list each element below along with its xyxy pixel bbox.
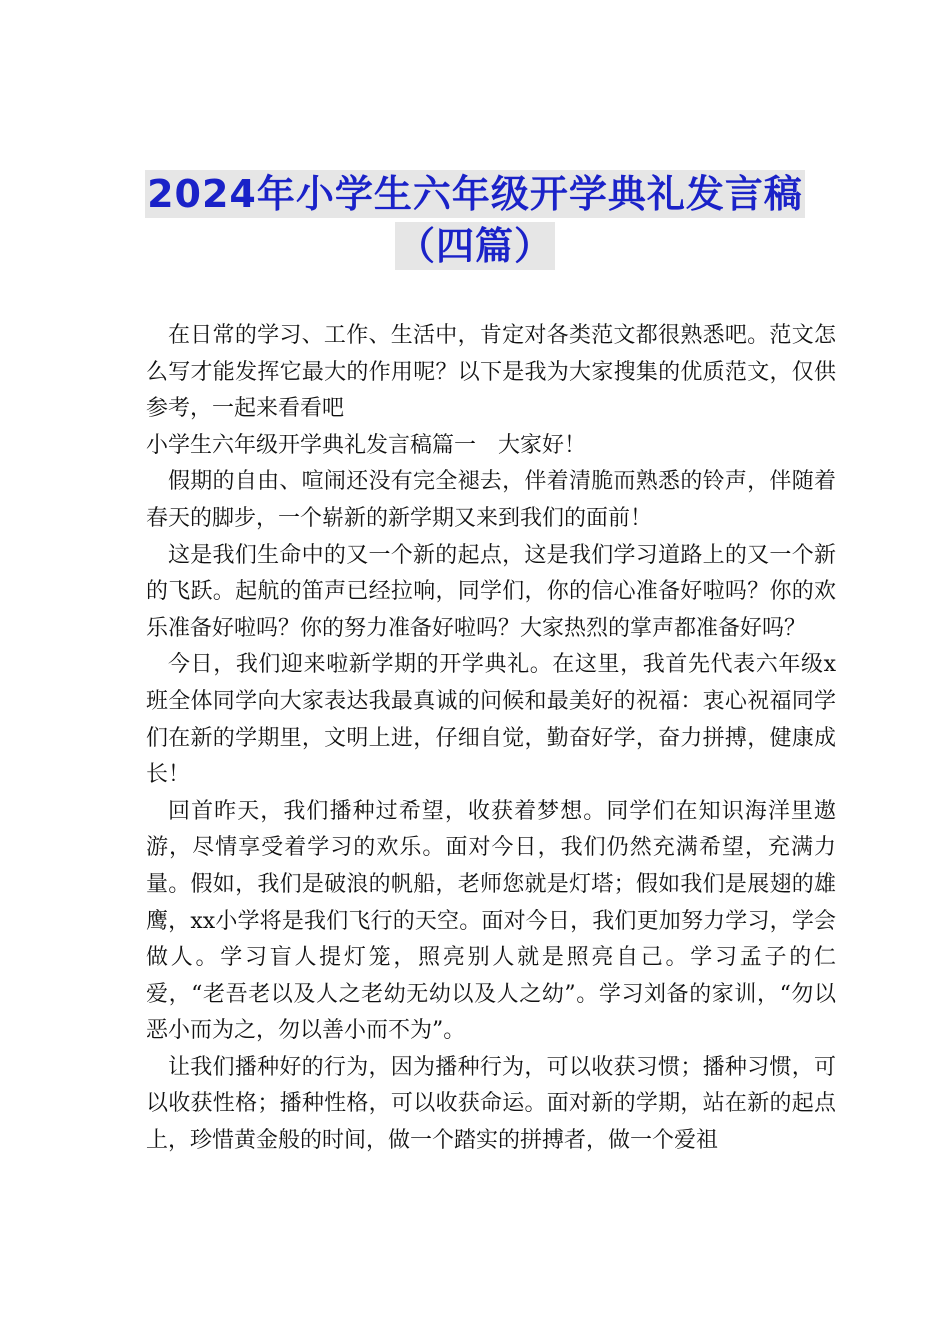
document-body	[146, 318, 836, 1160]
paragraph: 这是我们生命中的又一个新的起点，这是我们学习道路上的又一个新的飞跃。起航的笛声已经拉响，同学们，你的信心准备好啦吗？你的欢乐准备好啦吗？你的努力准备好啦吗？大家热烈的掌声都准备好吗？	[146, 542, 836, 641]
paragraph: 回首昨天，我们播种过希望，收获着梦想。同学们在知识海洋里遨游，尽情享受着学习的欢乐。面对今日，我们仍然充满希望，充满力量。假如，我们是破浪的帆船，老师您就是灯塔；假如我们是展翅的雄鹰，xx小学将是我们飞行的天空。面对今日，我们更加努力学习，学会做人。学习盲人提灯笼，照亮别人就是照亮自己。学习孟子的仁爱，“老吾老以及人之老幼无幼以及人之幼”。学习刘备的家训，“勿以恶小而为之，勿以善小而不为”。	[146, 798, 836, 1044]
paragraph: 让我们播种好的行为，因为播种行为，可以收获习惯；播种习惯，可以收获性格；播种性格，可以收获命运。面对新的学期，站在新的起点上，珍惜黄金般的时间，做一个踏实的拼搏者，做一个爱祖	[146, 1054, 836, 1154]
title-line-2: （四篇）	[396, 224, 553, 268]
title-line-1: 2024年小学生六年级开学典礼发言稿	[147, 172, 803, 216]
paragraph: 今日，我们迎来啦新学期的开学典礼。在这里，我首先代表六年级x班全体同学向大家表达我最真诚的问候和最美好的祝福：衷心祝福同学们在新的学期里，文明上进，仔细自觉，勤奋好学，奋力拼搏，健康成长！	[146, 652, 836, 788]
paragraph-intro: 在日常的学习、工作、生活中，肯定对各类范文都很熟悉吧。范文怎么写才能发挥它最大的作用呢？以下是我为大家搜集的优质范文，仅供参考，一起来看看吧	[146, 323, 836, 422]
paragraph: 假期的自由、喧闹还没有完全褪去，伴着清脆而熟悉的铃声，伴随着春天的脚步，一个崭新的新学期又来到我们的面前！	[146, 469, 836, 531]
document-title	[0, 170, 950, 274]
paragraph-section-heading: 小学生六年级开学典礼发言稿篇一 大家好！	[146, 432, 587, 458]
